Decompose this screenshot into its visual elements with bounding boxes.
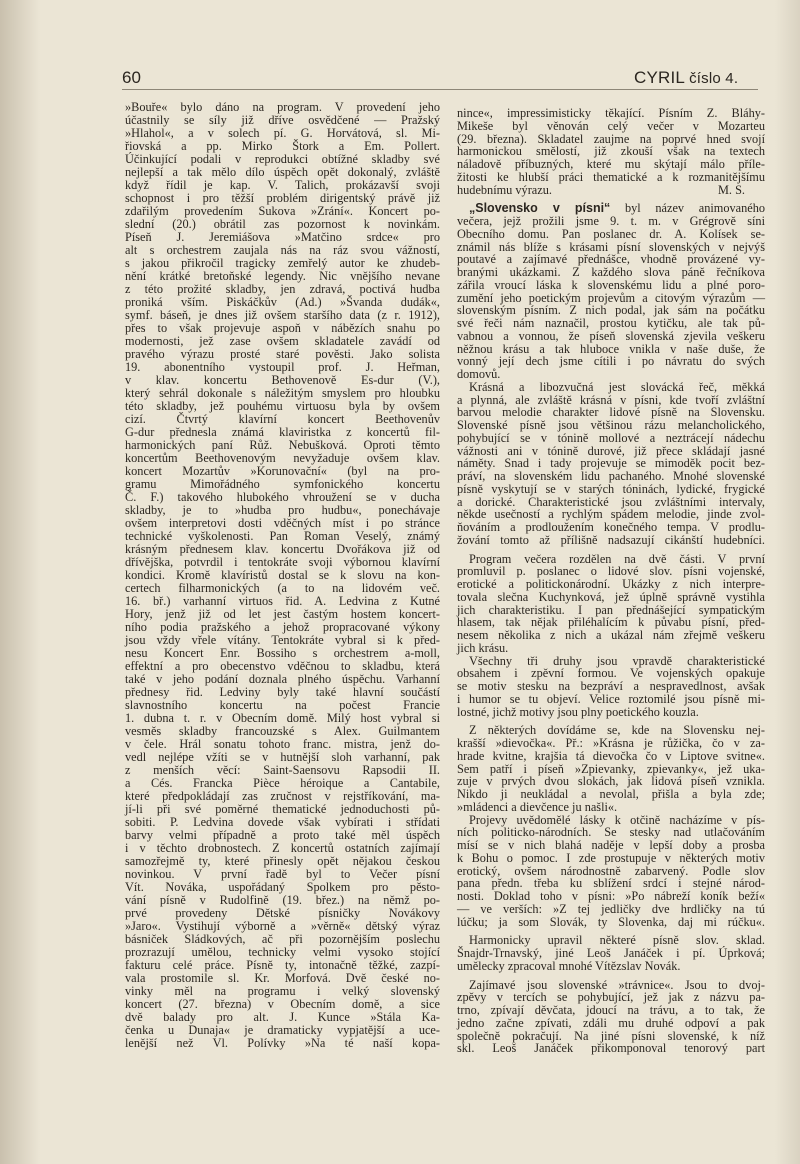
text-line: vedl nejlépe vžíti se v hutnější sloh varhanní, pak: [125, 750, 440, 764]
text-line: dřívějška, potvrdil i tentokráte svoji výbornou klavírní: [125, 555, 440, 569]
text-line: pravého výrazu prosté staré pověsti. Jako solista: [125, 347, 440, 361]
text-line: proniká vším. Piskáčkův (Ad.) »Švanda dudák«,: [125, 295, 440, 309]
left-column: [125, 101, 440, 1050]
paragraph: [457, 655, 765, 719]
text-line: ních politicko-národních. Se stesky nad utlačováním: [457, 825, 765, 840]
text-line: jedno začne zpívati, zdáli mu druhé odpoví a pak: [457, 1015, 765, 1030]
text-line: vonný její dech jsme cítili i po návratu do svých: [457, 354, 765, 369]
text-line: koncert Mozartův »Korunovační« (byl na pro-: [125, 464, 440, 478]
page-number: 60: [122, 68, 141, 87]
text-line: zpěvy v tercích se pohybující, jež jak z názvu pa-: [457, 990, 765, 1005]
paragraph: [457, 934, 765, 972]
text-line: »Hlahol«, a v solech pí. G. Horvátová, sl. Mi-: [125, 126, 440, 140]
text-line: žování tomto až přílišně nadsazují cikánští hudebníci.: [457, 532, 765, 547]
text-line: vání písně v Rudolfině (19. břez.) na němž po-: [125, 893, 440, 907]
text-line: branými ukázkami. Z každého slova páně řečníkova: [457, 265, 765, 279]
text-line: certech filharmonických (a to na lidovém več.: [125, 581, 440, 595]
text-line: nejlepší a tak mělo dílo úspěch opět dokonalý, zvláště: [125, 165, 440, 179]
text-line: vabnou a vonnou, že píseň slovenská zjevila veškeru: [457, 328, 765, 343]
text-line: účastnily se síly již dříve osvědčené — Pražský: [125, 113, 440, 127]
text-line: trno, zpívají děvčata, jdoucí na trávu, a to tak, že: [457, 1003, 765, 1017]
text-line: společně pokračují. Na jiné písni slovenské, k níž: [457, 1028, 765, 1043]
text-line: Projevy uvědomělé lásky k otčině nacházíme v pís-: [469, 812, 765, 827]
text-line: práví, na slovenském lidu pachaného. Mnohé slovenské: [457, 469, 765, 483]
text-line: své řeči nám naznačil, prostou kytičku, ale tak pů-: [457, 316, 765, 330]
text-line: novinkou. V první řadě byl to Večer písní: [125, 867, 440, 881]
text-line: zuje v prvých dvou slokách, jak lidová píseň vznikla.: [457, 774, 765, 789]
text-line: cizí. Čtvrtý klavírní koncert Beethovenův: [125, 412, 440, 426]
text-line: kondici. Kromě klavíristů dostal se k slovu na kon-: [125, 568, 440, 582]
text-line: domovů.: [457, 367, 501, 381]
text-line: barvy velmi případně a proto také měl úspěch: [125, 828, 440, 842]
text-line: se motiv stesku na bezpráví a nespravedlnost, avšak: [457, 679, 765, 693]
text-line: Slovenské písně jsou většinou rázu melancholického,: [457, 418, 765, 432]
text-line: Č. F.) takového hlubokého vhroužení se v ducha: [125, 490, 440, 504]
text-line: a plynná, ale zvláště krásná v písni, kde tvoří zvláštní: [457, 392, 765, 407]
text-line: skl. Leoš Janáček přikomponoval tenorový part: [457, 1041, 765, 1056]
text-line: když řídil je kap. V. Talich, prokázavší svoji: [125, 178, 440, 192]
text-line: Program večera rozdělen na dvě části. V první: [469, 551, 765, 566]
text-fragment: byl název animovaného: [610, 201, 765, 216]
text-line: večera, jejž prožili jsme 9. t. m. v Grégrově síni: [457, 214, 765, 228]
text-line: Zajímavé jsou slovenské »trávnice«. Jsou to dvoj-: [469, 977, 765, 992]
text-line: poutavé a zajímavé přednášce, vhodně provázené vy-: [457, 252, 765, 267]
text-line: tovala slečna Kuchynková, jež úplně správně vystihla: [457, 589, 765, 604]
text-line: vinky měl na programu i velký slovenský: [125, 984, 440, 998]
text-line: gramu Mimořádného symfonického koncertu: [125, 477, 440, 491]
paragraph: [457, 814, 765, 929]
text-line: ovšem interpretovi dosti vděčných míst i po stránce: [125, 516, 440, 530]
text-line: lostné, jichž motivy jsou plny poetického kouzla.: [457, 704, 699, 719]
text-line: Všechny tři druhy jsou vpravdě charakteristické: [469, 653, 765, 668]
text-line: z této prožité skladby, jen zdravá, poctivá hudba: [125, 282, 440, 296]
text-line: v čele. Hrál sonatu tohoto franc. mistra, jenž do-: [125, 737, 440, 751]
paragraph: [457, 724, 765, 813]
text-line: Šnajdr-Trnavský, jiné Leoš Janáček i pí. Úprková;: [457, 946, 765, 960]
text-line: které předpokládají zas zručnost v rejstříkování, ma-: [125, 789, 440, 803]
text-line: zdařilým provedením Sukova »Zrání«. Koncert po-: [125, 204, 440, 218]
text-line: básniček Sládkových, ač při pozornějším poslechu: [125, 932, 440, 946]
text-line: žitosti ke hlubší práci thematické a k rozmanitějšímu: [457, 169, 765, 184]
text-line: effektní a pro obecenstvo vděčnou to skladbu, která: [125, 659, 440, 673]
text-line: čenka u Dunaja« je dramaticky vypjatější a uce-: [125, 1023, 440, 1037]
text-line: něžnou krásu a tak hluboce vnikla v naše duše, že: [457, 341, 765, 356]
text-line: vala prostomile sl. Kr. Morfová. Dvě české no-: [125, 971, 440, 985]
text-line: hlasem, tak nějak přiléhalícím k půvabu písní, před-: [457, 615, 765, 630]
text-line: barvou melodie charakter lidové písně na Slovensku.: [457, 405, 765, 420]
text-line: ního podia pražského a jehož propracované výkony: [125, 620, 440, 634]
text-line: Nikdo ji neukládal a nevolal, přišla a byla zde;: [457, 787, 765, 801]
header-rule: [122, 89, 758, 90]
text-line: s jakou přikročil tragicky zemřelý autor ke zhudeb-: [125, 256, 440, 270]
paragraph: [457, 979, 765, 1056]
text-line: koncert (27. března) v Obecním domě, a sice: [125, 997, 440, 1011]
section-heading: „Slovensko v písni“: [469, 201, 611, 216]
text-line: modernosti, jež zase ovšem skladatele zavádí od: [125, 334, 440, 348]
text-line: Krásná a libozvučná jest slovácká řeč, měkká: [469, 379, 765, 394]
journal-title: CYRIL: [634, 68, 686, 87]
text-line: slední (20.) obrátil zas pozornost k novinkám.: [125, 217, 440, 231]
text-line: jich krásu.: [457, 640, 509, 655]
paragraph: [457, 107, 765, 196]
text-line: — ve verších: »Z tej jedličky dve hrdličky na tú: [457, 901, 765, 916]
text-line: a dorické. Charakteristické jsou zvláštními intervaly,: [457, 494, 765, 509]
text-line: [457, 184, 765, 197]
text-line: ňováním a prodloužením konečného tempa. V prodlu-: [457, 520, 765, 534]
text-line: prvé provedeny Dětské písničky Novákovy: [125, 906, 440, 920]
text-line: skladby, je to »hudba pro hudbu«, ponechávaje: [125, 503, 440, 517]
text-line: známil nás blíže s krásami písní slovenských v nejvýš: [457, 239, 765, 254]
text-line: krašší »dievočka«. Př.: »Krásna je růžička, čo v za-: [457, 736, 765, 750]
text-line: 19. abonentního vystoupil prof. J. Heřman,: [125, 360, 440, 374]
text-line: i v těchto drobnostech. Z koncertů ostatních zajímají: [125, 841, 440, 855]
text-line: koncertům Beethovenovým nevyžaduje ovšem klav.: [125, 451, 440, 465]
text-line: prozrazují umělou, technicky velmi vysoko stojící: [125, 945, 440, 959]
issue-number: číslo 4.: [689, 70, 739, 87]
text-line: nesu Koncert Enr. Bossiho s orchestrem a-moll,: [125, 646, 440, 660]
text-line: této skladby, jež pouhému virtuosu byla by ovšem: [125, 399, 440, 413]
text-line: samozřejmě ty, které přinesly opět nějakou českou: [125, 854, 440, 868]
text-line: nince«, impressimisticky těkající. Písním Z. Bláhy-: [457, 106, 765, 120]
text-line: zářila vroucí láska k slovenskému lidu a plné poro-: [457, 277, 765, 292]
text-line: jsou vždy vřele vítány. Tentokráte vybral si k před-: [125, 633, 440, 647]
text-line: dvě balady pro alt. J. Kunce »Stála Ka-: [125, 1010, 440, 1024]
text-line: někde usečností a rychlým spádem melodie, jinde zvol-: [457, 507, 765, 522]
text-line: nesem několika z nich a ukázal nám zřejmě veškeru: [457, 628, 765, 642]
text-line: přes to však projevuje aspoň v nábězích snahu po: [125, 321, 440, 335]
paragraph: [457, 553, 765, 655]
text-line: Z některých dovídáme se, kde na Slovensku nej-: [469, 723, 765, 738]
page-edge-shadow: [0, 0, 40, 1164]
text-line: sobiti. P. Ledvina dovede však vybírati i střídati: [125, 815, 440, 829]
running-header: [634, 68, 738, 88]
text-line: nosti. Doklad toho v písni: »Po nábreží koník beží«: [457, 889, 765, 903]
text-line: hrade kvitne, krajšia tá dievočka čo v Liptove svitne«.: [457, 748, 765, 763]
text-line: nění krátké bretoňské legendy. Nic vnějšího nevane: [125, 269, 440, 283]
text-line: (29. března). Skladatel zaujme na poprvé hned svojí: [457, 131, 765, 146]
right-column: [457, 107, 765, 1055]
text-line: promluvil p. poslanec o lidové slov. písni vojenské,: [457, 564, 765, 579]
text-line: »Bouře« bylo dáno na program. V provedení jeho: [125, 100, 440, 114]
text-line: jich charakteristiku. I pan přednášející sympatickým: [457, 602, 765, 617]
paragraph: [457, 202, 765, 381]
text-line: G-dur přednesla známá klaviristka z koncertů fil-: [125, 425, 440, 439]
text-line: pohybující se v tónině mollové a neztrácejí nádechu: [457, 430, 765, 445]
text-line: Účinkující podali v reprodukci obtížné skladby své: [125, 152, 440, 166]
text-line: vážnosti ani v tónině durové, již přece skládají jasné: [457, 443, 765, 458]
text-line: lenější než Vl. Polívky »Na té naší kopa-: [125, 1036, 440, 1050]
text-fragment: hudebnímu výrazu.: [457, 182, 552, 197]
text-line: erotický, ovšem národnostně zabarvený. Podle slov: [457, 863, 765, 878]
text-line: Sem patří i píseň »Zpievanky, zpievanky«, jež uka-: [457, 761, 765, 776]
text-line: 16. bř.) varhanní virtuos řid. A. Ledvina z Kutné: [125, 594, 440, 608]
text-line: harmonickou smělostí, již zkouší však na textech: [457, 144, 765, 159]
text-line: krásným přednesem klav. koncertu Dvořákova již od: [125, 542, 440, 556]
text-line: fakturu celé práce. Písně ty, intonačně těžké, zazpí-: [125, 958, 440, 972]
author-signature: M. S.: [718, 182, 745, 197]
text-line: obsahem i zpěvní formou. Ve vojenských opakuje: [457, 666, 765, 681]
text-line: písně vyskytují se v starých tóninách, lydické, frygické: [457, 481, 765, 496]
text-line: Obecního domu. Pan poslanec dr. A. Kolísek se-: [457, 226, 765, 241]
text-line: lúčku; ja som Slovák, ty Slovenka, daj mi rúčku«.: [457, 914, 765, 929]
text-line: technické vyškolenosti. Pan Roman Veselý, známý: [125, 529, 440, 543]
text-line: schopnost i pro těžší problém dirigentský právě již: [125, 191, 440, 205]
text-line: v klav. koncertu Bethovenově Es-dur (V.),: [125, 373, 440, 387]
text-line: zumění jeho poetickým projevům a citovým výrazům —: [457, 290, 765, 305]
text-line: náladově příbuzných, které mu skýtají málo příle-: [457, 157, 765, 171]
paragraph: [457, 381, 765, 547]
text-line: který sehrál dokonale s náležitým smyslem pro hloubku: [125, 386, 440, 400]
text-line: jí-li při své poměrné thematické jednoduchosti pů-: [125, 802, 440, 816]
text-line: Harmonicky upravil některé písně slov. sklad.: [469, 933, 765, 948]
text-line: slovenským písním. Z nich podal, jak sám na počátku: [457, 303, 765, 318]
text-line: alt s orchestrem zaujala nás na ráz svou vážností,: [125, 243, 440, 257]
text-line: Hory, jenž již od let jest častým hostem koncert-: [125, 607, 440, 621]
page-edge-shadow-right: [775, 0, 800, 1164]
text-line: a Cés. Francka Pièce héroique a Cantabile,: [125, 776, 440, 790]
text-line: »Jaro«. Vystihují výborně a »věrně« dětský výraz: [125, 919, 440, 933]
text-line: z menších věcí: Saint-Saensovu Rapsodii II.: [125, 763, 440, 777]
text-line: také v jeho podání doznala plného úspěchu. Varhanní: [125, 672, 440, 686]
text-line: harmonických paní Růž. Nebušková. Oproti těmto: [125, 438, 440, 452]
text-line: k Bohu o pomoc. I zde prostupuje v některých motiv: [457, 850, 765, 865]
text-line: přednesy řid. Ledviny byly také hlavní součástí: [125, 685, 440, 699]
text-line: vesměs skladby francouzské s Alex. Guilmantem: [125, 724, 440, 738]
text-line: pana předn. třeba ku sblížení srdcí i stejné národ-: [457, 876, 765, 891]
text-line: erotické a politickonárodní. Ukázky z nich interpre-: [457, 577, 765, 591]
text-line: slavnostního koncertu na počest Francie: [125, 698, 440, 712]
text-line: řiovská a pp. Mirko Štork a Em. Pollert.: [125, 139, 440, 153]
text-line: i humor se tu objeví. Velice roztomilé jsou písně mi-: [457, 691, 765, 706]
text-line: »mládenci a dievčence ju našli«.: [457, 799, 618, 814]
text-line: umělecky zpracoval mnohé Vítězslav Novák.: [457, 958, 681, 973]
text-line: Vít. Nováka, uspořádaný Spolkem pro pěsto-: [125, 880, 440, 894]
text-line: náměty. Snad i tady projevuje se mimoděk pocit bez-: [457, 456, 765, 471]
text-line: Píseň J. Jeremiášova »Matčino srdce« pro: [125, 230, 440, 244]
text-line: mísí se v nich blahá naděje v lepší doby a prosba: [457, 838, 765, 852]
text-line: symf. báseň, je dnes již ovšem staršího data (z r. 1912),: [125, 308, 440, 322]
text-line: 1. dubna t. r. v Obecním domě. Milý host vybral si: [125, 711, 440, 725]
text-line: Mikeše byl věnován celý večer v Mozarteu: [457, 118, 765, 133]
